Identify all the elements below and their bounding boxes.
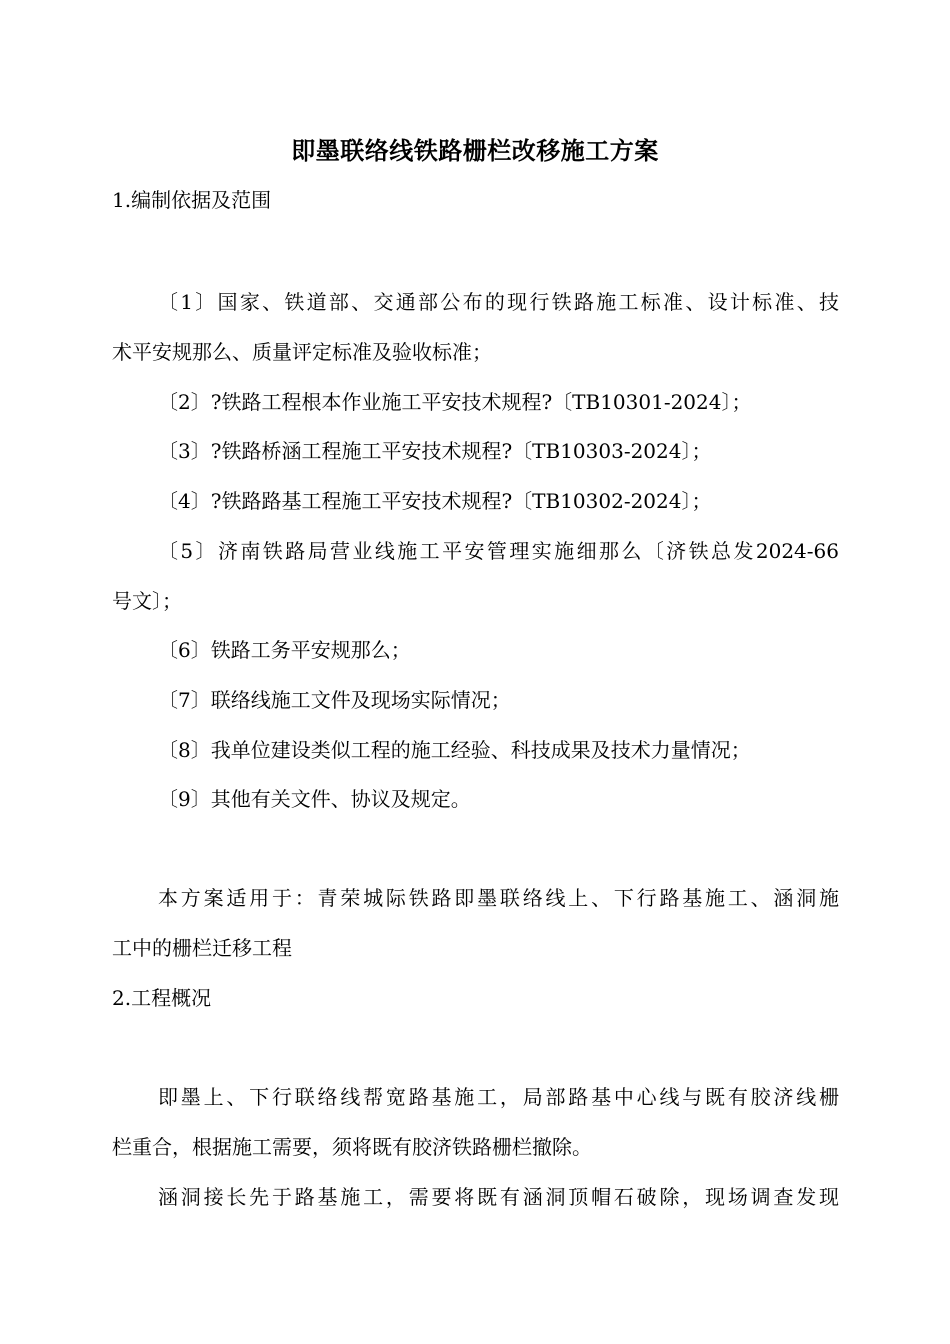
scope-line-1: 本方案适用于：青荣城际铁路即墨联络线上、下行路基施工、涵洞施 [158,886,839,910]
basis-item-3: 〔3〕?铁路桥涵工程施工平安技术规程?〔TB10303-2024〕； [158,439,712,463]
scope-line-2: 工中的栅栏迁移工程 [112,936,292,960]
basis-item-1-line-2: 术平安规那么、质量评定标准及验收标准； [112,340,492,364]
section-heading-overview: 2.工程概况 [112,986,212,1010]
basis-item-5-line-2: 号文〕； [112,589,182,613]
basis-item-5-line-1: 〔5〕济南铁路局营业线施工平安管理实施细那么〔济铁总发2024-66 [158,539,839,563]
overview-para-2-line-1: 涵洞接长先于路基施工，需要将既有涵洞顶帽石破除，现场调查发现 [158,1185,839,1209]
overview-para-1-line-2: 栏重合，根据施工需要，须将既有胶济铁路栅栏撤除。 [112,1135,592,1159]
basis-item-6: 〔6〕铁路工务平安规那么； [158,638,411,662]
document-title: 即墨联络线铁路栅栏改移施工方案 [291,136,659,165]
overview-para-1-line-1: 即墨上、下行联络线帮宽路基施工，局部路基中心线与既有胶济线栅 [158,1085,839,1109]
basis-item-8: 〔8〕我单位建设类似工程的施工经验、科技成果及技术力量情况； [158,738,751,762]
basis-item-2: 〔2〕?铁路工程根本作业施工平安技术规程?〔TB10301-2024〕； [158,390,752,414]
section-heading-basis: 1.编制依据及范围 [112,188,272,212]
basis-item-1-line-1: 〔1〕国家、铁道部、交通部公布的现行铁路施工标准、设计标准、技 [158,290,839,314]
basis-item-9: 〔9〕其他有关文件、协议及规定。 [158,787,471,811]
basis-item-4: 〔4〕?铁路路基工程施工平安技术规程?〔TB10302-2024〕； [158,489,712,513]
basis-item-7: 〔7〕联络线施工文件及现场实际情况； [158,688,511,712]
